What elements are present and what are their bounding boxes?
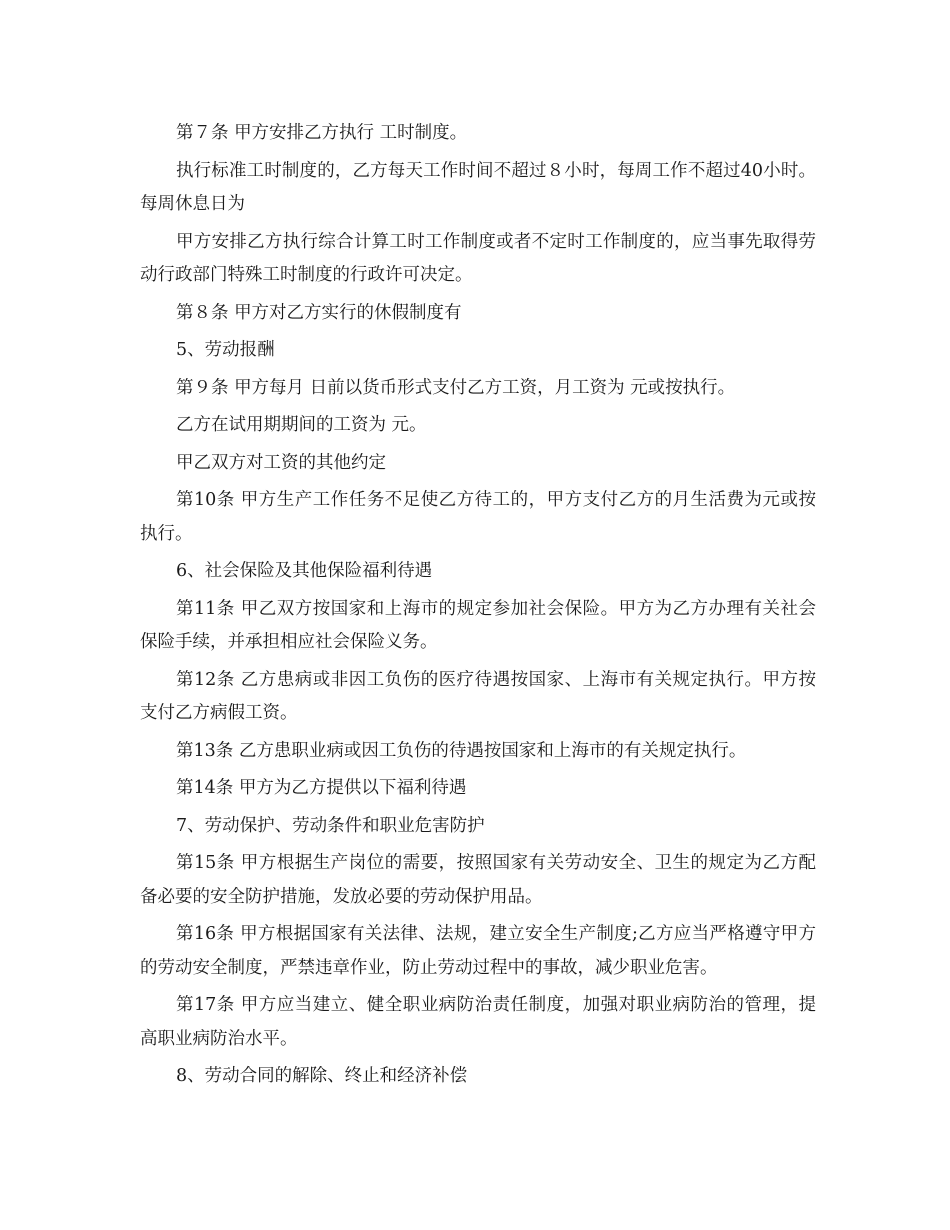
paragraph: 第16条 甲方根据国家有关法律、法规，建立安全生产制度;乙方应当严格遵守甲方的劳动安全制度，严禁违章作业，防止劳动过程中的事故，减少职业危害。 (140, 924, 816, 978)
paragraph: 第10条 甲方生产工作任务不足使乙方待工的，甲方支付乙方的月生活费为元或按 执行。 (140, 490, 816, 544)
paragraph: 第８条 甲方对乙方实行的休假制度有 (176, 302, 462, 323)
paragraph: 执行标准工时制度的，乙方每天工作时间不超过８小时，每周工作不超过40小时。每周休息日为 (140, 160, 816, 214)
paragraph: 第17条 甲方应当建立、健全职业病防治责任制度，加强对职业病防治的管理，提高职业病防治水平。 (140, 995, 816, 1049)
paragraph: 乙方在试用期期间的工资为 元。 (176, 415, 427, 435)
paragraph: 第９条 甲方每月 日前以货币形式支付乙方工资，月工资为 元或按执行。 (176, 377, 736, 398)
paragraph: 第13条 乙方患职业病或因工负伤的待遇按国家和上海市的有关规定执行。 (176, 740, 747, 761)
document-body (140, 117, 816, 1098)
paragraph: 第11条 甲乙双方按国家和上海市的规定参加社会保险。甲方为乙方办理有关社会保险手续，并承担相应社会保险义务。 (140, 598, 816, 652)
section-heading: 6、社会保险及其他保险福利待遇 (176, 561, 433, 581)
paragraph: 甲方安排乙方执行综合计算工时工作制度或者不定时工作制度的，应当事先取得劳动行政部门特殊工时制度的行政许可决定。 (140, 231, 816, 285)
paragraph: 甲乙双方对工资的其他约定 (176, 452, 386, 473)
section-heading: 5、劳动报酬 (176, 340, 275, 360)
section-heading: 8、劳动合同的解除、终止和经济补偿 (176, 1066, 468, 1086)
paragraph: 第15条 甲方根据生产岗位的需要，按照国家有关劳动安全、卫生的规定为乙方配备必要的安全防护措施，发放必要的劳动保护用品。 (140, 853, 816, 907)
paragraph: 第12条 乙方患病或非因工负伤的医疗待遇按国家、上海市有关规定执行。甲方按支付乙方病假工资。 (140, 669, 816, 723)
section-heading: 7、劳动保护、劳动条件和职业危害防护 (176, 815, 485, 836)
paragraph: 第14条 甲方为乙方提供以下福利待遇 (176, 778, 467, 798)
paragraph: 第７条 甲方安排乙方执行 工时制度。 (176, 123, 468, 143)
